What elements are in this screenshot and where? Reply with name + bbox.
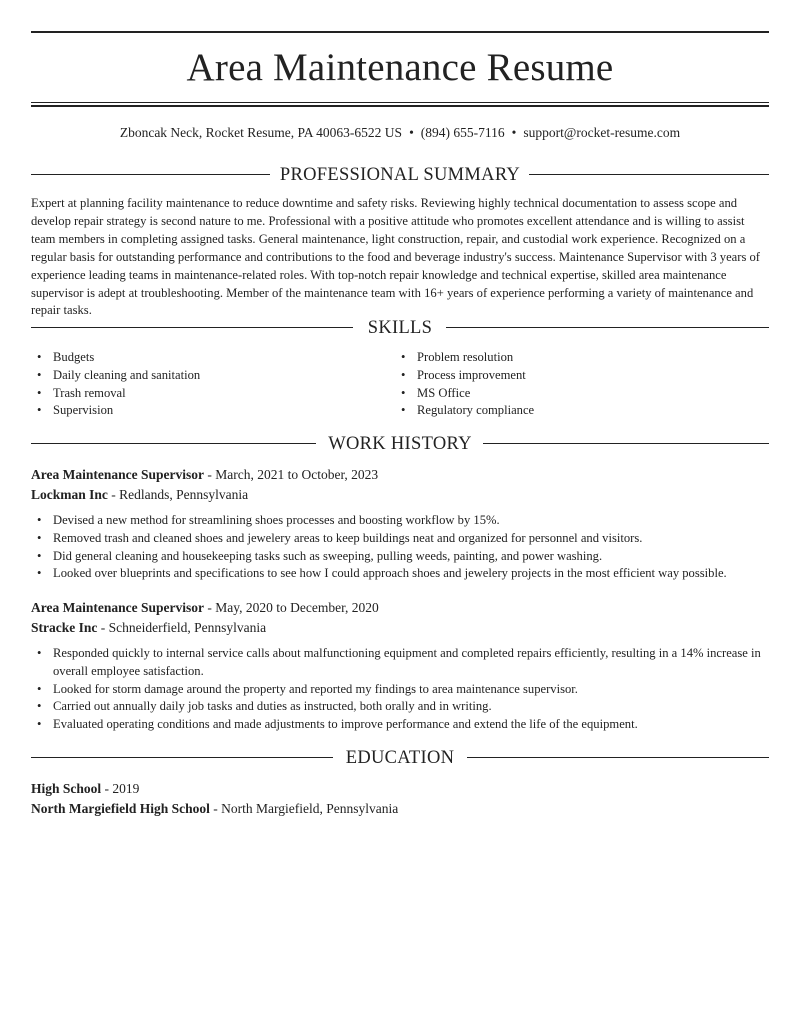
skill-item: • Process improvement — [395, 367, 755, 385]
skill-item: • Trash removal — [31, 385, 391, 403]
skill-item: • Budgets — [31, 349, 391, 367]
skill-item: • Supervision — [31, 402, 391, 420]
text-separator: - — [101, 781, 113, 796]
job-title-line — [31, 599, 379, 617]
school-name: North Margiefield High School — [31, 801, 210, 816]
education-year: 2019 — [112, 781, 140, 796]
top-rule — [31, 31, 769, 33]
job-duty-item: • Removed trash and cleaned shoes and jewelery areas to keep buildings neat and organized for personnel and visitors. — [31, 530, 769, 548]
contact-phone: (894) 655-7116 — [420, 125, 505, 140]
company-location: Schneiderfield, Pennsylvania — [108, 620, 267, 635]
job-dates: March, 2021 to October, 2023 — [215, 467, 379, 482]
job-duties-list — [31, 645, 769, 734]
section-heading-work-history — [31, 432, 769, 456]
section-heading-education — [31, 746, 769, 770]
text-separator: - — [97, 620, 109, 635]
text-separator: - — [203, 467, 216, 482]
job-title: Area Maintenance Supervisor — [31, 600, 204, 615]
company-name: Lockman Inc — [31, 487, 108, 502]
job-company-line — [31, 619, 266, 637]
school-location: North Margiefield, Pennsylvania — [221, 801, 399, 816]
skills-list-right — [395, 349, 755, 420]
job-duties-list — [31, 512, 769, 583]
resume-title: Area Maintenance Resume — [186, 46, 614, 89]
text-separator: - — [107, 487, 120, 502]
job-company-line — [31, 486, 248, 504]
education-degree-line — [31, 780, 139, 798]
skills-list-left — [31, 349, 391, 420]
education-degree: High School — [31, 781, 102, 796]
text-separator: - — [209, 801, 222, 816]
text-separator: - — [203, 600, 216, 615]
section-title-skills: SKILLS — [367, 318, 433, 338]
section-heading-skills — [31, 316, 769, 340]
section-title-summary: PROFESSIONAL SUMMARY — [279, 165, 521, 185]
job-duty-item: • Carried out annually daily job tasks and duties as instructed, both orally and in writing. — [31, 698, 769, 716]
skill-item: • Problem resolution — [395, 349, 755, 367]
section-title-work-history: WORK HISTORY — [328, 434, 472, 454]
job-title: Area Maintenance Supervisor — [31, 467, 204, 482]
skill-item: • Regulatory compliance — [395, 402, 755, 420]
skill-item: • Daily cleaning and sanitation — [31, 367, 391, 385]
company-location: Redlands, Pennsylvania — [119, 487, 249, 502]
job-duty-item: • Devised a new method for streamlining shoes processes and boosting workflow by 15%. — [31, 512, 769, 530]
contact-separator: • — [409, 125, 414, 140]
company-name: Stracke Inc — [31, 620, 98, 635]
title-double-rule — [31, 102, 769, 107]
job-title-line — [31, 466, 378, 484]
job-duty-item: • Responded quickly to internal service calls about malfunctioning equipment and completed repairs efficiently, resulting in a 14% increase in overall employee satisfaction. — [31, 645, 769, 681]
job-duty-item: • Evaluated operating conditions and made adjustments to improve performance and extend the life of the equipment. — [31, 716, 769, 734]
skill-item: • MS Office — [395, 385, 755, 403]
job-duty-item: • Did general cleaning and housekeeping tasks such as sweeping, pulling weeds, painting, and power washing. — [31, 548, 769, 566]
section-title-education: EDUCATION — [345, 748, 455, 768]
education-school-line — [31, 800, 398, 818]
contact-address: Zboncak Neck, Rocket Resume, PA 40063-6522 US — [119, 125, 403, 140]
job-dates: May, 2020 to December, 2020 — [215, 600, 379, 615]
contact-separator: • — [511, 125, 517, 140]
job-duty-item: • Looked for storm damage around the property and reported my findings to area maintenance supervisor. — [31, 681, 769, 699]
summary-text: Expert at planning facility maintenance to reduce downtime and safety risks. Reviewing highly technical documentation to assess scope and develop repair strategy is second nature to me. Professional with a positive attitude who promotes excellent attendance and is willing to assist team members in completing assigned tasks. General maintenance, light construction, repair, and custodial work experience. Recognized on a regular basis for outstanding performance and contributions to the food and beverage industry's success. Maintenance Supervisor with 3 years of experience leading teams in maintenance-related roles. With top-notch repair knowledge and technical expertise, skilled area maintenance supervisor is adept at troubleshooting. Member of the maintenance team with 16+ years of experience performing a variety of maintenance and repair tasks. — [31, 196, 761, 318]
section-heading-summary — [31, 163, 769, 187]
job-duty-item: • Looked over blueprints and specifications to see how I could approach shoes and jewelery projects in the most efficient way possible. — [31, 565, 769, 583]
contact-line — [31, 124, 769, 142]
contact-email[interactable]: support@rocket-resume.com — [523, 125, 681, 140]
